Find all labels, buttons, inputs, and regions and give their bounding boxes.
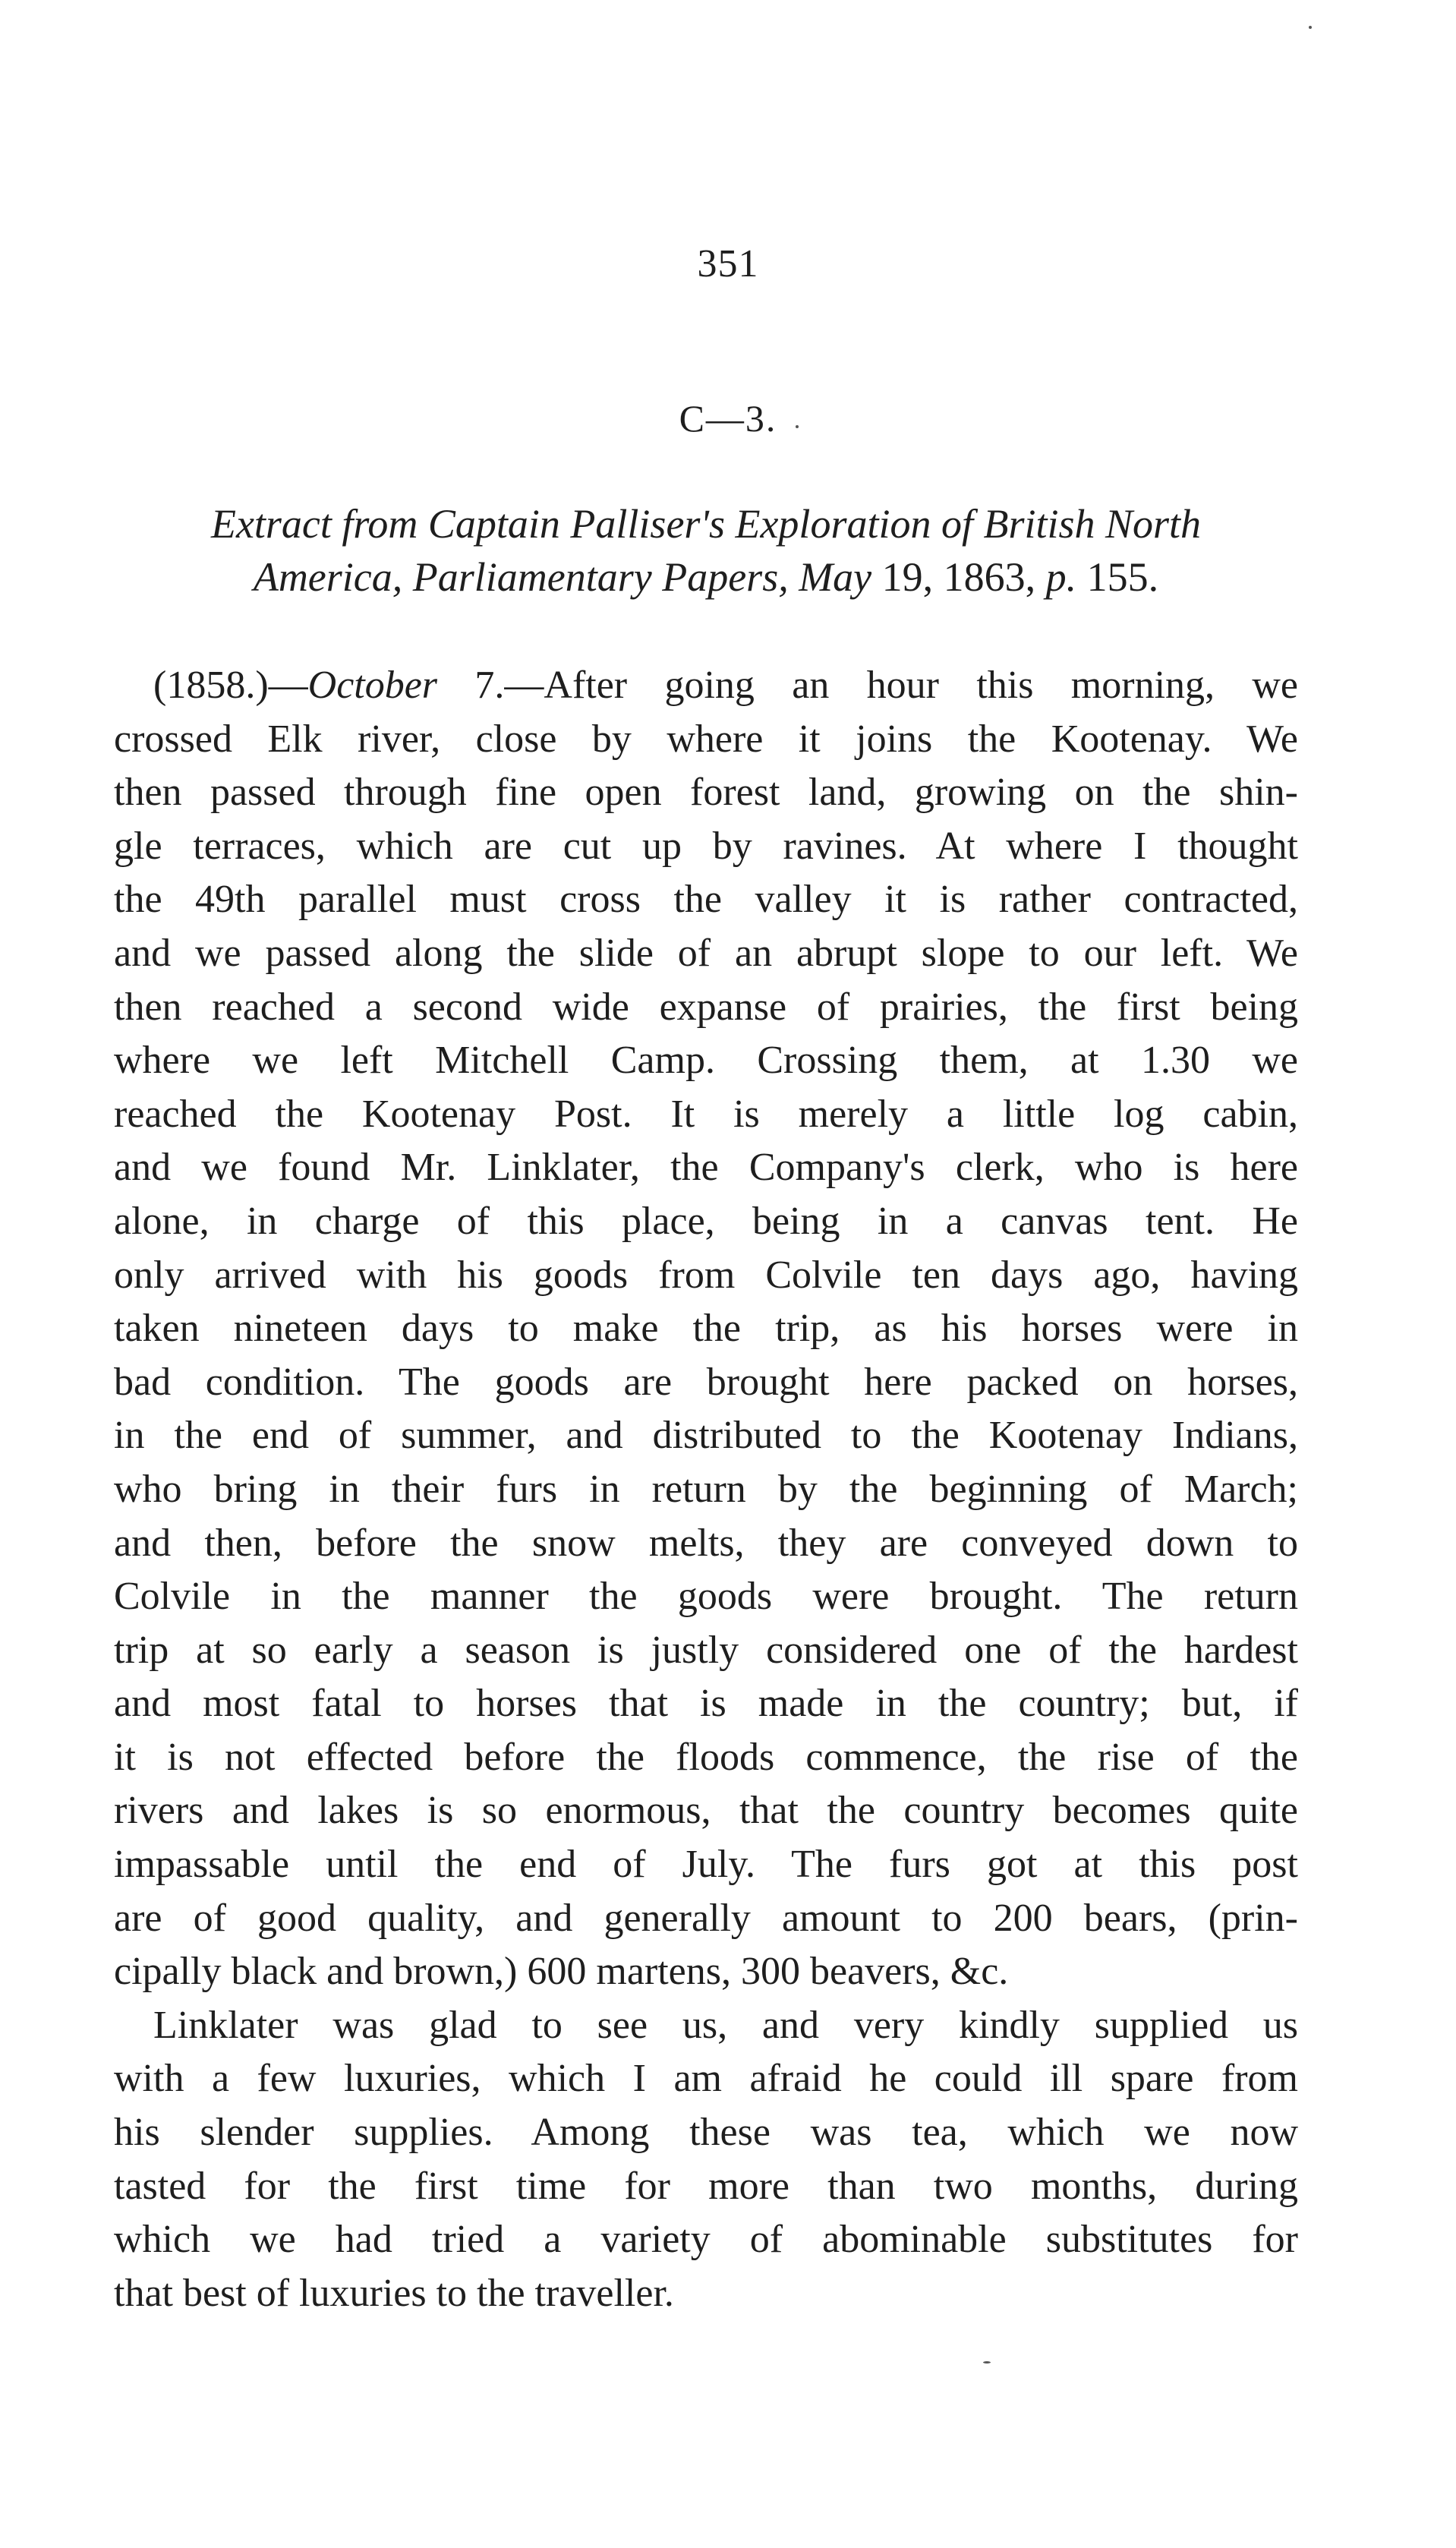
paragraph-1	[114, 659, 1298, 1999]
text-line: only arrived with his goods from Colvile ten days ago, having	[114, 1253, 1298, 1297]
text-line: it is not effected before the floods commence, the rise of the	[114, 1735, 1298, 1779]
text-line: where we left Mitchell Camp. Crossing them, at 1.30 we	[114, 1039, 1298, 1083]
section-label: C—3.	[679, 397, 777, 440]
text-line: reached the Kootenay Post. It is merely a little log cabin,	[114, 1092, 1298, 1136]
text-line: gle terraces, which are cut up by ravines. At where I thought	[114, 824, 1298, 868]
text-line: then passed through fine open forest land, growing on the shin-	[114, 771, 1298, 815]
scan-speck	[983, 2361, 991, 2364]
text-line: rivers and lakes is so enormous, that the country becomes quite	[114, 1789, 1298, 1833]
heading-line-2-italic-c: p.	[1045, 554, 1077, 600]
text-line: cipally black and brown,) 600 martens, 300 beavers, &c.	[114, 1950, 1009, 1994]
text-line: and then, before the snow melts, they are conveyed down to	[114, 1521, 1298, 1565]
text-line: trip at so early a season is justly considered one of the hardest	[114, 1628, 1298, 1672]
text-line: in the end of summer, and distributed to the Kootenay Indians,	[114, 1414, 1298, 1458]
page-number: 351	[697, 242, 759, 285]
text-line: bad condition. The goods are brought here packed on horses,	[114, 1360, 1298, 1404]
heading-line-2-roman-b: 19, 1863,	[871, 554, 1046, 600]
scan-speck	[796, 425, 799, 428]
text-line: Colvile in the manner the goods were brought. The return	[114, 1575, 1298, 1619]
body-text	[114, 659, 1298, 2320]
text-line: and we found Mr. Linklater, the Company's clerk, who is here	[114, 1146, 1298, 1190]
text-line: who bring in their furs in return by the beginning of March;	[114, 1467, 1298, 1511]
heading-line-1	[114, 497, 1298, 550]
heading-line-1-text: Extract from Captain Palliser's Exploration of British North	[210, 501, 1202, 547]
heading-line-2	[114, 550, 1298, 604]
text-line: Linklater was glad to see us, and very kindly supplied us	[153, 2003, 1298, 2047]
text-line: crossed Elk river, close by where it joins the Kootenay. We	[114, 717, 1298, 761]
date-month: October	[307, 664, 438, 707]
text-line: with a few luxuries, which I am afraid he could ill spare from	[114, 2057, 1298, 2101]
text-line: are of good quality, and generally amount to 200 bears, (prin-	[114, 1896, 1298, 1940]
paragraph-2	[114, 1999, 1298, 2321]
text-line: tasted for the first time for more than two months, during	[114, 2164, 1298, 2208]
text-line: then reached a second wide expanse of prairies, the first being	[114, 985, 1298, 1029]
text-line: and we passed along the slide of an abrupt slope to our left. We	[114, 931, 1298, 975]
text-line: taken nineteen days to make the trip, as his horses were in	[114, 1307, 1298, 1351]
scan-speck	[1309, 26, 1312, 29]
text-line: and most fatal to horses that is made in the country; but, if	[114, 1682, 1298, 1726]
text-line: impassable until the end of July. The furs got at this post	[114, 1843, 1298, 1887]
text-line: that best of luxuries to the traveller.	[114, 2271, 674, 2315]
paragraph-1-line-1-rest: 7.—After going an hour this morning, we	[437, 664, 1298, 707]
heading-line-2-italic-a: America, Parliamentary Papers, May	[253, 554, 872, 600]
text-line: his slender supplies. Among these was tea, which we now	[114, 2111, 1298, 2155]
text-line: alone, in charge of this place, being in a canvas tent. He	[114, 1199, 1298, 1243]
paragraph-1-line-1	[114, 659, 1298, 713]
heading-line-2-roman-d: 155.	[1076, 554, 1159, 600]
text-line: which we had tried a variety of abominable substitutes for	[114, 2218, 1298, 2262]
date-lead: (1858.)—	[153, 664, 308, 707]
text-line: the 49th parallel must cross the valley it is rather contracted,	[114, 878, 1298, 922]
document-heading	[114, 497, 1298, 604]
